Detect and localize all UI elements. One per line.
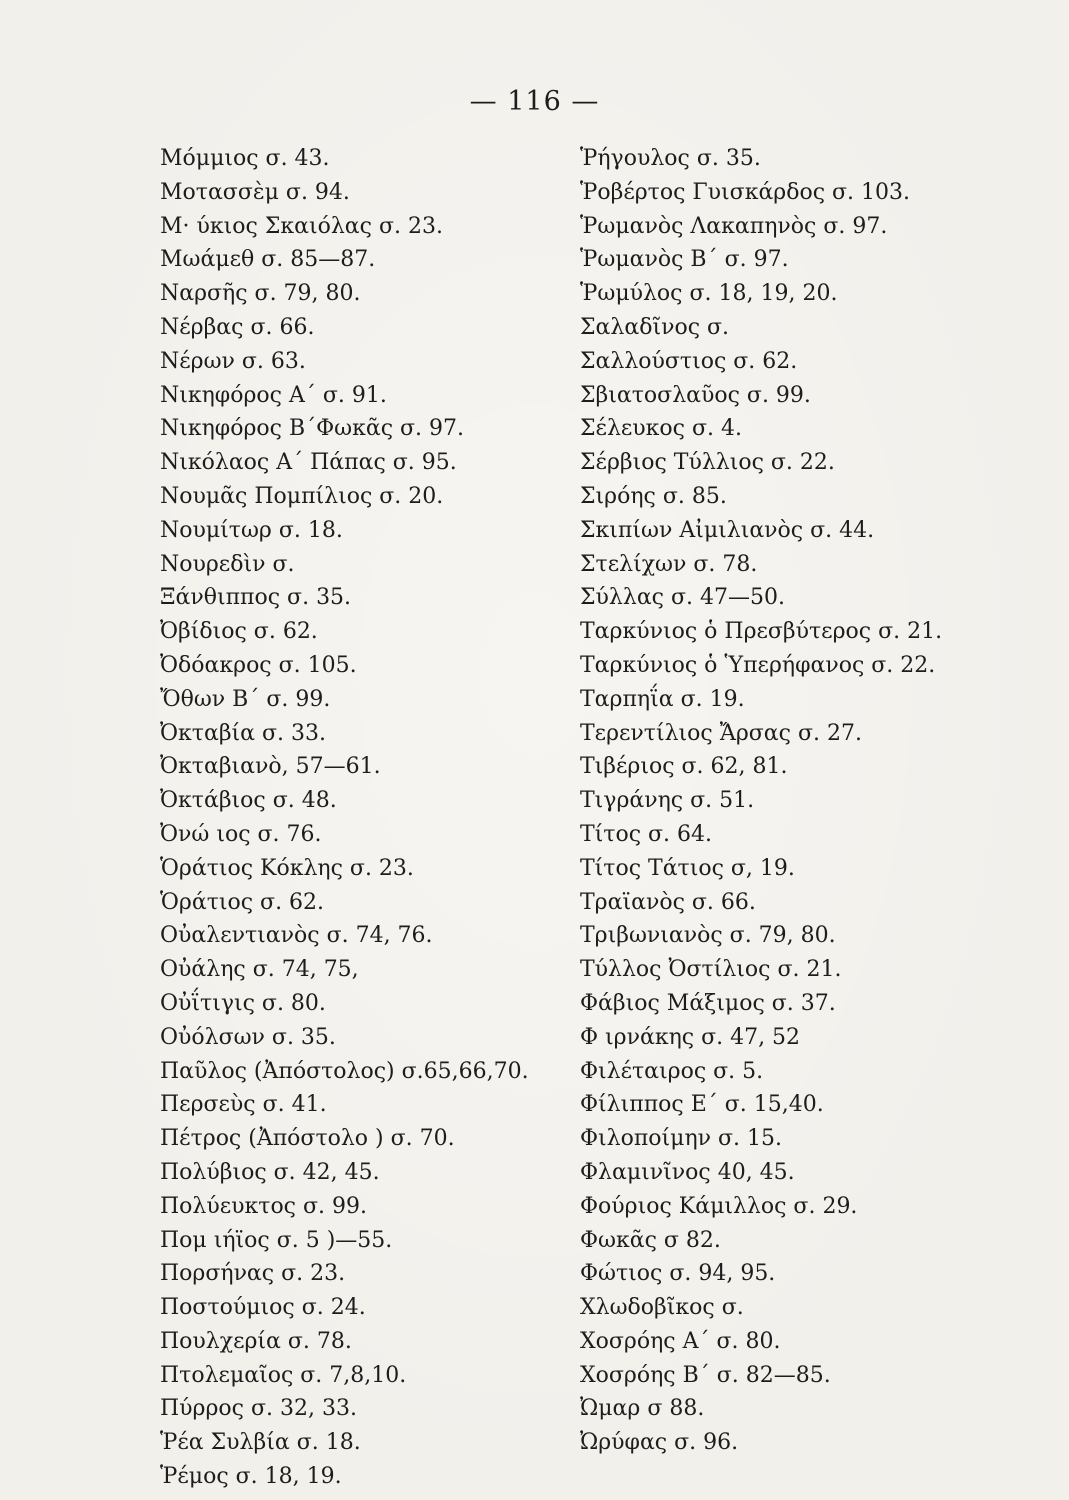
- index-column-left: [160, 142, 550, 1494]
- index-entry: Μόμμιος σ. 43.: [160, 146, 330, 171]
- index-entry: Φώτιος σ. 94, 95.: [580, 1261, 776, 1287]
- index-entry: Πουλχερία σ. 78.: [160, 1328, 352, 1354]
- index-entry: Ῥέα Συλβία σ. 18.: [160, 1430, 361, 1456]
- index-entry: Τύλλος Ὀστίλιος σ. 21.: [580, 957, 842, 983]
- page-number: — 116 —: [469, 86, 600, 117]
- index-entry: Τιβέριος σ. 62, 81.: [580, 754, 788, 780]
- index-entry: Ὀκταβία σ. 33.: [160, 720, 326, 746]
- index-entry: Ὀκτάβιος σ. 48.: [160, 788, 337, 814]
- index-entry: Φούριος Κάμιλλος σ. 29.: [580, 1193, 858, 1219]
- index-entry: Νέρβας σ. 66.: [160, 314, 315, 340]
- index-entry: Ταρκύνιος ὁ Ὑπερήφανος σ. 22.: [580, 652, 936, 678]
- index-entry: Φιλοποίμην σ. 15.: [580, 1126, 783, 1152]
- index-entry: Ξάνθιππος σ. 35.: [160, 585, 352, 611]
- index-entry: Πομ ιήϊος σ. 5 )—55.: [160, 1227, 393, 1253]
- index-entry: Σύλλας σ. 47—50.: [580, 585, 785, 611]
- index-entry: Νικηφόρος Α΄ σ. 91.: [160, 382, 387, 408]
- index-entry: Σαλλούστιος σ. 62.: [580, 348, 798, 374]
- index-entry: Πύρρος σ. 32, 33.: [160, 1396, 357, 1422]
- index-entry: Μοτασσὲμ σ. 94.: [160, 179, 350, 205]
- index-entry: Σέλευκος σ. 4.: [580, 416, 742, 442]
- index-entry: Σέρβιος Τύλλιος σ. 22.: [580, 450, 835, 476]
- index-entry: Σιρόης σ. 85.: [580, 483, 727, 509]
- index-entry: Στελίχων σ. 78.: [580, 551, 758, 577]
- index-entry: Ὠρύφας σ. 96.: [580, 1430, 739, 1456]
- index-column-right: [580, 142, 1020, 1460]
- index-entry: Ταρπηΐα σ. 19.: [580, 686, 745, 712]
- index-entry: Ποστούμιος σ. 24.: [160, 1295, 366, 1321]
- index-entry: Ὀκταβιανὸ, 57—61.: [160, 754, 381, 780]
- index-entry: Φάβιος Μάξιμος σ. 37.: [580, 990, 836, 1016]
- index-entry: Νουρεδὶν σ.: [160, 551, 295, 577]
- index-entry: Περσεὺς σ. 41.: [160, 1092, 327, 1118]
- index-entry: Ῥωμανὸς Β΄ σ. 97.: [580, 247, 789, 273]
- index-entry: Ὀδόακρος σ. 105.: [160, 652, 357, 678]
- index-entry: Τερεντίλιος Ἄρσας σ. 27.: [580, 720, 862, 746]
- index-entry: Τίτος Τάτιος σ, 19.: [580, 855, 795, 881]
- index-entry: Οὐαλεντιανὸς σ. 74, 76.: [160, 923, 433, 949]
- index-entry: Ὁράτιος σ. 62.: [160, 889, 325, 915]
- index-entry: Πορσήνας σ. 23.: [160, 1261, 346, 1287]
- index-entry: Τραϊανὸς σ. 66.: [580, 889, 756, 915]
- index-entry: Ῥέμος σ. 18, 19.: [160, 1464, 342, 1490]
- index-entry: Ῥωμύλος σ. 18, 19, 20.: [580, 281, 838, 307]
- index-entry: Φλαμινῖνος 40, 45.: [580, 1159, 795, 1185]
- index-entry: Χλωδοβῖκος σ.: [580, 1295, 744, 1321]
- index-entry: Ταρκύνιος ὁ Πρεσβύτερος σ. 21.: [580, 619, 943, 645]
- index-entry: Φίλιππος Ε΄ σ. 15,40.: [580, 1092, 824, 1118]
- index-entry: Φ ιρνάκης σ. 47, 52: [580, 1024, 801, 1050]
- index-entry: Ὠμαρ σ 88.: [580, 1396, 705, 1422]
- index-entry: Σκιπίων Αἰμιλιανὸς σ. 44.: [580, 517, 875, 543]
- index-entry: Νέρων σ. 63.: [160, 348, 306, 374]
- index-entry: Ῥοβέρτος Γυισκάρδος σ. 103.: [580, 179, 911, 205]
- index-entry: Ῥήγουλος σ. 35.: [580, 146, 761, 171]
- index-entry: Νουμίτωρ σ. 18.: [160, 517, 343, 543]
- index-entry: Οὐΐτιγις σ. 80.: [160, 990, 326, 1016]
- index-entry: Ῥωμανὸς Λακαπηνὸς σ. 97.: [580, 213, 888, 239]
- index-entry: Ὁράτιος Κόκλης σ. 23.: [160, 855, 414, 881]
- index-entry: Σαλαδῖνος σ.: [580, 314, 730, 340]
- index-entry: Ὄθων Β΄ σ. 99.: [160, 686, 331, 712]
- index-entry: Τιγράνης σ. 51.: [580, 788, 755, 814]
- index-entry: Πτολεμαῖος σ. 7,8,10.: [160, 1362, 407, 1388]
- index-entry: Πέτρος (Ἀπόστολο ) σ. 70.: [160, 1126, 455, 1152]
- index-entry: Μωάμεθ σ. 85—87.: [160, 247, 376, 273]
- index-entry: Χοσρόης Β΄ σ. 82—85.: [580, 1362, 831, 1388]
- index-entry: Νικηφόρος Β΄Φωκᾶς σ. 97.: [160, 416, 465, 442]
- index-entry: Ναρσῆς σ. 79, 80.: [160, 281, 361, 307]
- index-entry: Ὀβίδιος σ. 62.: [160, 619, 318, 645]
- index-entry: Πολύευκτος σ. 99.: [160, 1193, 367, 1219]
- index-entry: Φωκᾶς σ 82.: [580, 1227, 721, 1253]
- index-entry: Σβιατοσλαῦος σ. 99.: [580, 382, 811, 408]
- index-entry: Νουμᾶς Πομπίλιος σ. 20.: [160, 483, 444, 509]
- index-entry: Οὐάλης σ. 74, 75,: [160, 957, 359, 983]
- index-entry: Νικόλαος Α΄ Πάπας σ. 95.: [160, 450, 457, 476]
- index-entry: Χοσρόης Α΄ σ. 80.: [580, 1328, 781, 1354]
- index-entry: Παῦλος (Ἀπόστολος) σ.65,66,70.: [160, 1058, 529, 1084]
- index-entry: Οὐόλσων σ. 35.: [160, 1024, 336, 1050]
- index-entry: Πολύβιος σ. 42, 45.: [160, 1159, 380, 1185]
- index-entry: Τριβωνιανὸς σ. 79, 80.: [580, 923, 836, 949]
- index-entry: Τίτος σ. 64.: [580, 821, 713, 847]
- index-entry: Μ· ύκιος Σκαιόλας σ. 23.: [160, 213, 443, 239]
- index-entry: Φιλέταιρος σ. 5.: [580, 1058, 764, 1084]
- index-entry: Ὀνώ ιος σ. 76.: [160, 821, 322, 847]
